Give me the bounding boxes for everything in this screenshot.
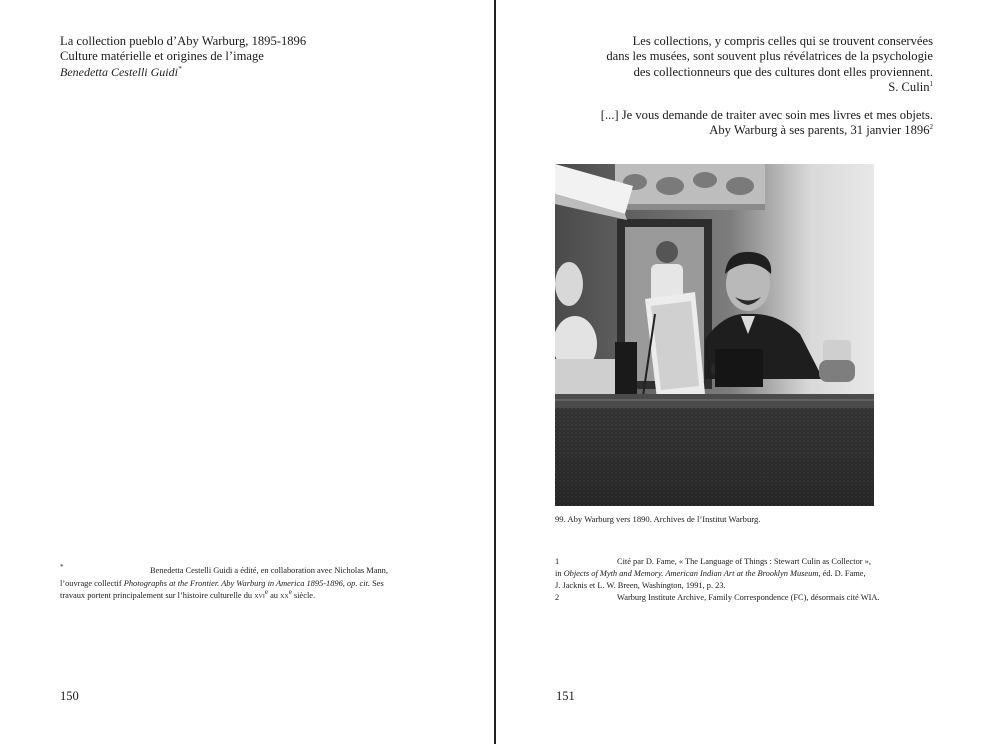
footnote-1-number: 1	[555, 557, 560, 566]
chapter-title-block	[60, 34, 360, 80]
author-name: Benedetta Cestelli Guidi	[60, 64, 178, 79]
right-page	[496, 0, 992, 744]
chapter-title: La collection pueblo d’Aby Warburg, 1895-1896	[60, 34, 307, 48]
footnote-marker: *	[60, 563, 64, 572]
footnote-2-line-1: Warburg Institute Archive, Family Correspondence (FC), désormais cité WIA.	[617, 593, 880, 602]
epigraph-1-line-3: des collectionneurs que des cultures dont elles proviennent.	[633, 64, 933, 79]
footnote-1-line-1: Cité par D. Fame, « The Language of Things : Stewart Culin as Collector »,	[617, 557, 871, 566]
warburg-portrait-photo	[555, 164, 874, 506]
epigraphs	[553, 34, 933, 138]
page-number-right: 151	[556, 689, 575, 703]
footnote-text-1: Benedetta Cestelli Guidi a édité, en collaboration avec Nicholas Mann,	[150, 566, 388, 575]
epigraph-1-line-2: dans les musées, sont souvent plus révélatrices de la psychologie	[606, 49, 933, 64]
left-page	[0, 0, 494, 744]
footnote-2	[555, 592, 935, 604]
footnote-2-number: 2	[555, 593, 560, 602]
footnote-1	[555, 556, 935, 568]
epigraph-2-line-1: [...] Je vous demande de traiter avec soin mes livres et mes objets.	[600, 107, 933, 122]
footnote-1-line-3: J. Jacknis et L. W. Breen, Washington, 1991, p. 23.	[555, 581, 726, 590]
footnote-text-2: l’ouvrage collectif Photographs at the Frontier. Aby Warburg in America 1895-1896, op. cit. Ses	[60, 578, 384, 588]
epigraph-2-attribution: Aby Warburg à ses parents, 31 janvier 1896$^2$	[709, 122, 933, 138]
epigraph-1-line-1: Les collections, y compris celles qui se trouvent conservées	[632, 34, 933, 48]
chapter-subtitle: Culture matérielle et origines de l’image	[60, 49, 264, 64]
footnote-text-3: travaux portent principalement sur l’histoire culturelle du xvi$^e$ au $xx^e$ siècle.	[60, 588, 316, 601]
author-footnote	[60, 565, 440, 603]
chapter-author	[60, 65, 360, 80]
epigraph-1-attribution: S. Culin$^1$	[888, 80, 933, 95]
page-number-left: 150	[60, 689, 79, 703]
footnote-1-line-2: in Objects of Myth and Memory. American Indian Art at the Brooklyn Museum, éd. D. Fame,	[555, 569, 866, 578]
photo-caption: 99. Aby Warburg vers 1890. Archives de l’Institut Warburg.	[555, 514, 761, 524]
footnotes	[555, 556, 935, 604]
author-note-marker: *	[177, 64, 182, 73]
